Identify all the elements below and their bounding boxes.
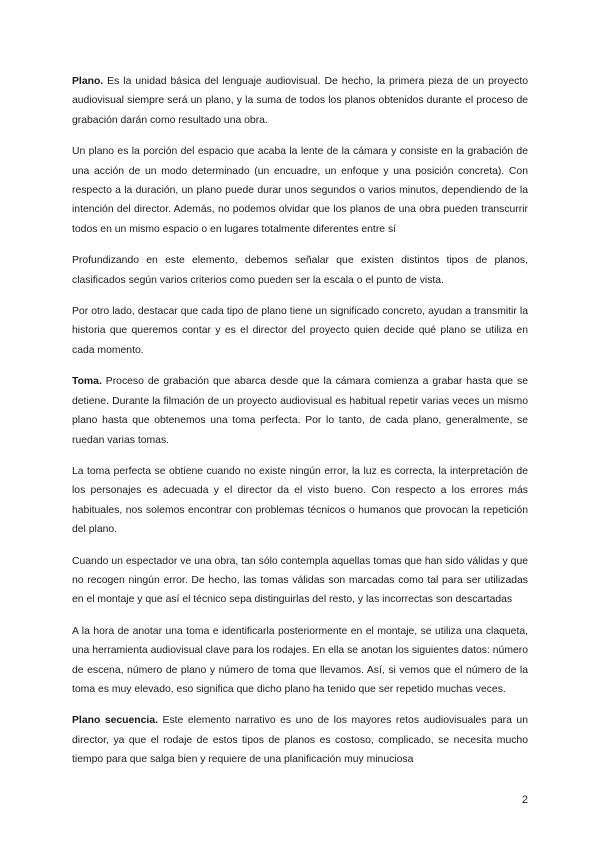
paragraph [72,302,528,360]
term-toma: Toma. [72,376,102,388]
paragraph-text: La toma perfecta se obtiene cuando no existe ningún error, la luz es correcta, la interpretación de los personajes es adecuada y el director da el visto bueno. Con respecto a los errores más habituales, nos solemos encontrar con problemas técnicos o humanos que provocan la repetición del plano. [72,465,528,536]
paragraph-text: Es la unidad básica del lenguaje audiovisual. De hecho, la primera pieza de un proyecto audiovisual siempre será un plano, y la suma de todos los planos obtenidos durante el proceso de grabación darán como resultado una obra. [72,76,528,126]
paragraph [72,251,528,290]
paragraph-text: Por otro lado, destacar que cada tipo de plano tiene un significado concreto, ayudan a transmitir la historia que queremos contar y es el director del proyecto quien decide qué plano se utiliza en cada momento. [72,306,528,356]
paragraph-text: A la hora de anotar una toma e identificarla posteriormente en el montaje, se utiliza una claqueta, una herramienta audiovisual clave para los rodajes. En ella se anotan los siguientes datos: número de escena, número de plano y número de toma que llevamos. Así, si vemos que el número de la toma es muy elevado, eso significa que dicho plano ha tenido que ser repetido muchas veces. [72,625,528,695]
paragraph [72,552,528,610]
paragraph-text: Proceso de grabación que abarca desde que la cámara comienza a grabar hasta que se detiene. Durante la filmación de un proyecto audiovisual es habitual repetir varias veces un mismo plano hasta que obtenemos una toma perfecta. Por lo tanto, de cada plano, generalmente, se ruedan varias tomas. [72,376,528,446]
paragraph-toma [72,372,528,450]
term-plano-secuencia: Plano secuencia. [72,715,158,727]
paragraph-text: Un plano es la porción del espacio que acaba la lente de la cámara y consiste en la grabación de una acción de un modo determinado (un encuadre, un enfoque y una posición concreta). Con respecto a la duración, un plano puede durar unos segundos o varios minutos, dependiendo de la intención del director. Además, no podemos olvidar que los planos de una obra pueden transcurrir todos en un mismo espacio o en lugares totalmente diferentes entre sí [72,146,528,235]
paragraph-plano-secuencia [72,711,528,769]
term-plano: Plano. [72,76,104,87]
paragraph-text: Cuando un espectador ve una obra, tan sólo contempla aquellas tomas que han sido válidas y que no recogen ningún error. De hecho, las tomas válidas son marcadas como tal para ser utilizadas en el montaje y que así el técnico sepa distinguirlas del resto, y las incorrectas son descartadas [72,555,528,606]
paragraph-plano [72,72,528,130]
body-text [72,72,528,782]
paragraph-text: Este elemento narrativo es uno de los mayores retos audiovisuales para un director, ya que el rodaje de estos tipos de planos es costoso, complicado, se necesita mucho tiempo para que salga bien y requiere de una planificación muy minuciosa [72,715,528,766]
paragraph [72,142,528,239]
paragraph [72,622,528,700]
paragraph-text: Profundizando en este elemento, debemos señalar que existen distintos tipos de planos, clasificados según varios criterios como pueden ser la escala o el punto de vista. [72,255,528,286]
page-number: 2 [521,794,528,806]
paragraph [72,462,528,540]
